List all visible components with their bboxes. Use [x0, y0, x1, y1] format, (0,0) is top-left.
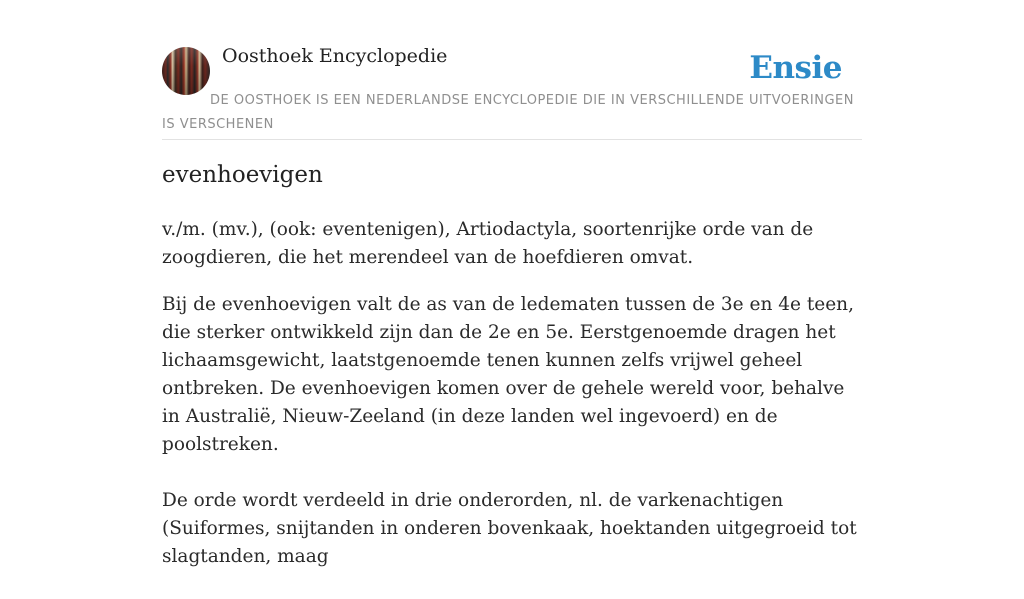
- site-tagline: DE OOSTHOEK IS EEN NEDERLANDSE ENCYCLOPEDIE DIE IN VERSCHILLENDE UITVOERINGEN IS VERSCHENEN: [162, 93, 854, 132]
- entry-title: evenhoevigen: [162, 162, 323, 188]
- site-header: [162, 0, 862, 140]
- site-title[interactable]: Oosthoek Encyclopedie: [222, 45, 448, 67]
- page-container: [162, 0, 862, 567]
- encyclopedia-avatar[interactable]: [162, 47, 210, 95]
- entry-definition: v./m. (mv.), (ook: eventenigen), Artiodactyla, soortenrijke orde van de zoogdieren, die het merendeel van de hoefdieren omvat.: [162, 219, 814, 268]
- body-paragraph: De orde wordt verdeeld in drie onderorden, nl. de varkenachtigen (Suiformes, snijtanden in onderen bovenkaak, hoektanden uitgegroeid tot slagtanden, maag: [162, 490, 857, 567]
- entry-body: [162, 291, 862, 599]
- ensie-logo-link[interactable]: Ensie: [749, 50, 842, 86]
- body-paragraph: Bij de evenhoevigen valt de as van de ledematen tussen de 3e en 4e teen, die sterker ontwikkeld zijn dan de 2e en 5e. Eerstgenoemde dragen het lichaamsgewicht, laatstgenoemde tenen kunnen zelfs vrijwel geheel ontbreken. De evenhoevigen komen over de gehele wereld voor, behalve in Australië, Nieuw-Zeeland (in deze landen wel ingevoerd) en de poolstreken.: [162, 294, 854, 455]
